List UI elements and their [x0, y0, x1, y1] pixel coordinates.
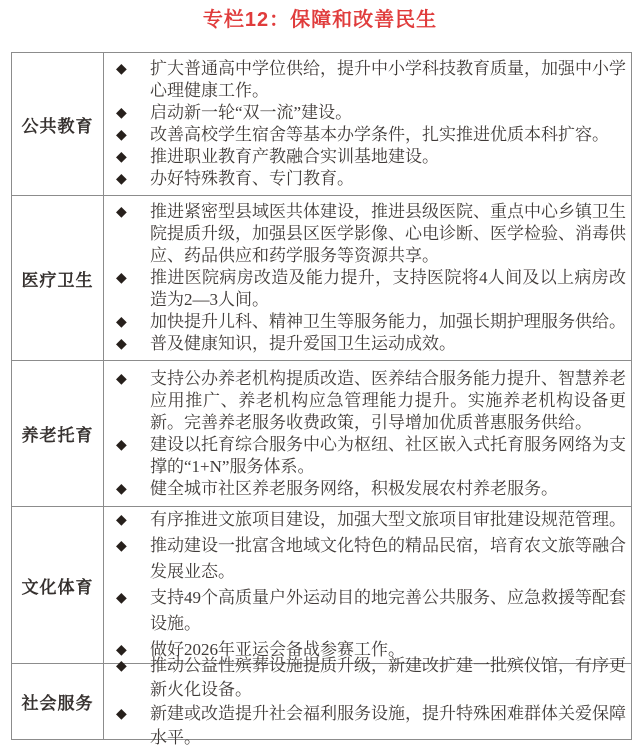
items-cell: [104, 53, 631, 195]
bullet-item: [113, 585, 626, 637]
category-label: 文化体育: [21, 577, 94, 597]
bullet-item: [113, 201, 626, 267]
bullet-item: [113, 102, 626, 124]
bullet-text: 支持公办养老机构提质改造、医养结合服务能力提升、智慧养老应用推广、养老机构应急管理能力提升。实施养老机构设备更新。完善养老服务收费政策，引导增加优质普惠服务供给。: [150, 368, 626, 432]
bullet-text: 推动公益性殡葬设施提质升级，新建改扩建一批殡仪馆，有序更新火化设备。: [150, 655, 626, 699]
bullet-item: [113, 434, 626, 478]
bullet-text: 启动新一轮“双一流”建设。: [150, 103, 353, 122]
bullet-text: 扩大普通高中学位供给，提升中小学科技教育质量，加强中小学心理健康工作。: [150, 59, 626, 100]
diamond-bullet-icon: ◆: [116, 436, 127, 453]
diamond-bullet-icon: ◆: [116, 370, 127, 387]
bullet-item: [113, 368, 626, 434]
bullet-text: 健全城市社区养老服务网络，积极发展农村养老服务。: [150, 478, 558, 498]
diamond-bullet-icon: ◆: [116, 204, 127, 220]
category-cell: [12, 53, 104, 195]
bullet-text: 建设以托育综合服务中心为枢纽、社区嵌入式托育服务网络为支撑的“1+N”服务体系。: [150, 434, 626, 476]
category-cell: [12, 664, 104, 739]
diamond-bullet-icon: ◆: [116, 105, 127, 121]
category-label: 医疗卫生: [21, 270, 94, 290]
diamond-bullet-icon: ◆: [116, 642, 127, 658]
category-cell: [12, 361, 104, 506]
category-label: 养老托育: [21, 426, 94, 445]
bullet-text: 新建或改造提升社会福利服务设施，提升特殊困难群体关爱保障水平。: [150, 703, 626, 747]
diamond-bullet-icon: ◆: [116, 657, 127, 674]
diamond-bullet-icon: ◆: [116, 538, 127, 554]
bullet-text: 做好2026年亚运会备战参赛工作。: [150, 640, 405, 659]
bullet-item: [113, 124, 626, 146]
bullet-text: 普及健康知识，提升爱国卫生运动成效。: [150, 334, 456, 353]
diamond-bullet-icon: ◆: [116, 61, 127, 77]
diamond-bullet-icon: ◆: [116, 127, 127, 143]
bullet-text: 推进紧密型县域医共体建设，推进县级医院、重点中心乡镇卫生院提质升级，加强县区医学影像、心电诊断、医学检验、消毒供应、药品供应和药学服务等资源共享。: [150, 202, 626, 265]
diamond-bullet-icon: ◆: [116, 149, 127, 165]
bullet-item: [113, 168, 626, 190]
bullet-item: [113, 58, 626, 102]
row-medical-health: [12, 196, 631, 361]
bullet-item: [113, 478, 626, 500]
bullet-item: [113, 146, 626, 168]
row-culture-sports: [12, 507, 631, 664]
bullet-text: 推进职业教育产教融合实训基地建设。: [150, 147, 439, 166]
livelihood-table: [11, 52, 632, 747]
items-cell: [104, 507, 631, 663]
diamond-bullet-icon: ◆: [116, 705, 127, 722]
category-label: 社会服务: [21, 694, 94, 713]
bullet-text: 有序推进文旅项目建设，加强大型文旅项目审批建设规范管理。: [150, 510, 626, 529]
bullet-text: 推动建设一批富含地域文化特色的精品民宿，培育农文旅等融合发展业态。: [150, 536, 626, 581]
diamond-bullet-icon: ◆: [116, 336, 127, 352]
bullet-text: 改善高校学生宿舍等基本办学条件，扎实推进优质本科扩容。: [150, 125, 609, 144]
row-public-education: [12, 53, 631, 196]
bullet-item: [113, 507, 626, 533]
page-title: 专栏12：保障和改善民生: [202, 9, 438, 31]
bullet-text: 加快提升儿科、精神卫生等服务能力，加强长期护理服务供给。: [150, 312, 626, 331]
diamond-bullet-icon: ◆: [116, 270, 127, 286]
diamond-bullet-icon: ◆: [116, 590, 127, 606]
bullet-item: [113, 267, 626, 311]
bullet-item: [113, 654, 626, 702]
category-label: 公共教育: [21, 116, 94, 136]
category-cell: [12, 507, 104, 663]
bullet-text: 支持49个高质量户外运动目的地完善公共服务、应急救援等配套设施。: [150, 588, 626, 633]
category-cell: [12, 196, 104, 360]
diamond-bullet-icon: ◆: [116, 314, 127, 330]
diamond-bullet-icon: ◆: [116, 512, 127, 528]
diamond-bullet-icon: ◆: [116, 171, 127, 187]
items-cell: [104, 196, 631, 360]
items-cell: [104, 361, 631, 506]
row-social-services: [12, 655, 631, 747]
row-elderly-childcare: [12, 361, 631, 507]
bullet-item: [113, 333, 626, 355]
bullet-item: [113, 702, 626, 750]
bullet-item: [113, 533, 626, 585]
bullet-item: [113, 311, 626, 333]
items-cell: [104, 655, 631, 747]
bullet-text: 办好特殊教育、专门教育。: [150, 169, 354, 188]
diamond-bullet-icon: ◆: [116, 480, 127, 497]
bullet-text: 推进医院病房改造及能力提升，支持医院将4人间及以上病房改造为2—3人间。: [150, 268, 626, 309]
